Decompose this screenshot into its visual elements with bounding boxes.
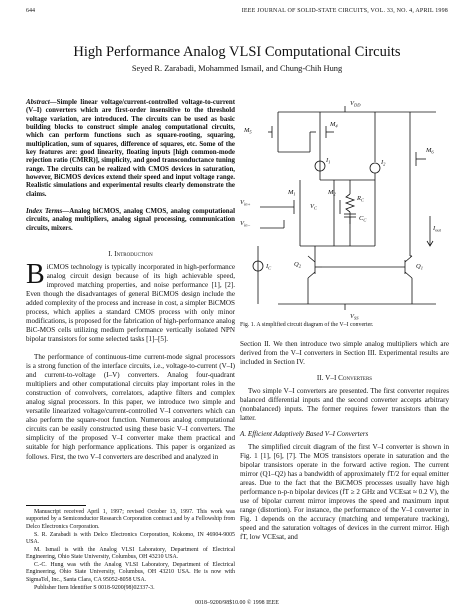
section2-paragraph: Two simple V–I converters are presented. The first converter requires balanced differential inputs and the second converter accepts arbitrary (nonbalanced) inputs. The former requires fewer transistors than the latter. (240, 387, 449, 423)
footnote-rule (26, 505, 86, 506)
m1-label: $M_1$ (288, 189, 296, 197)
vss-label: $V_{SS}$ (350, 313, 359, 320)
rc-label: $R_C$ (357, 195, 364, 203)
m2-label: $M_2$ (328, 189, 336, 197)
footnote-hung: C.-C. Hung was with the Analog VLSI Laboratory, Department of Electrical Engineering, Ohio State University, Columbus, OH 43210 USA. He is now with SigmaTel, Inc., Santa Clara, CA 95052-8058 USA. (26, 562, 235, 583)
right-intro-paragraph: Section II. We then introduce two simple analog multipliers which are derived from the V–I converters in Section III. Experimental results are included in Section IV. (240, 340, 449, 367)
intro-paragraph-1-text: iCMOS technology is typically incorporated in high-performance analog circuit design because of its high achievable speed, improved matching properties, and noise performance [1], [2]. Even though the disadvantages of general BiCMOS design include the added complexity of the process and increase in cost, a simpler BiCMOS process, which applies a standard CMOS process with only minor modifications, is proposed for the fabrication of high-performance analog BiC-MOS cells utilizing medium performance vertically isolated NPN bipolar transistors for some selected tasks [1]–[5]. (26, 263, 235, 344)
figure-caption: Fig. 1. A simplified circuit diagram of the V–I converter. (240, 322, 374, 328)
journal-header: IEEE JOURNAL OF SOLID-STATE CIRCUITS, VOL. 33, NO. 4, APRIL 1998 (241, 8, 448, 14)
index-terms-label: Index Terms— (26, 208, 70, 215)
paper-title: High Performance Analog VLSI Computational Circuits (73, 44, 401, 60)
page-number: 644 (26, 8, 35, 14)
q1-label: $Q_1$ (416, 263, 423, 271)
cc-label: $C_C$ (359, 215, 367, 223)
footnote-publisher-id: Publisher Item Identifier S 0018-9200(98)02337-3. (34, 585, 155, 591)
m5-label: $M_5$ (244, 127, 252, 135)
m4-label: $M_4$ (330, 121, 338, 129)
running-header (26, 8, 448, 18)
footnote-zarabadi: S. R. Zarabadi is with Delco Electronics Corporation, Kokomo, IN 46904-9005 USA. (26, 532, 235, 546)
index-terms-text: Analog biCMOS, analog CMOS, analog computational circuits, analog multipliers, analog signal processing, communication circuits, mixers. (26, 208, 235, 232)
m6-label: $M_6$ (426, 147, 434, 155)
abstract-label: Abstract— (26, 99, 57, 106)
vc-label: $V_C$ (310, 203, 317, 211)
iout-label: $I_{out}$ (433, 225, 441, 233)
intro-paragraph-2: The performance of continuous-time current-mode signal processors is a strong function of the interface circuits, i.e., voltage-to-current (V–I) and current-to-voltage (I–V) converters. Analog four-quadrant multipliers and other computational circuits play important roles in the construction of convolvers, correlators, adaptive filters and complex analog signal processors. In this paper, we introduce two simple and versatile linearized voltage/current-controlled V–I converters which can also perform the square-root function. Numerous analog computational circuits can be easily constructed using these basic V–I converters. The simplicity of the proposed V–I converter make them practical and suitable for high performance applications. This paper is organized as follows. First, the two V–I converters are described and analyzed in (26, 353, 235, 461)
author-list: Seyed R. Zarabadi, Mohammed Ismail, and Chung-Chih Hung (131, 64, 343, 73)
copyright-footer: 0018–9200/98$10.00 © 1998 IEEE (195, 600, 279, 606)
abstract-text: Simple linear voltage/current-controlled voltage-to-current (V–I) converters which are first-order insensitive to the threshold voltage variation, are introduced. The circuits can be used as basic building blocks to construct simple analog computational circuits, which can perform functions such as square-rooting, squaring, multiplication, sum of squares, difference of squares, etc. Some of the key features are: good linearity, floating inputs [high common-mode rejection ratio (CMRR)], simplicity, and good transconductance tuning range. The circuits can be realized with CMOS devices in saturation, however, BiCMOS devices extend their speed and input voltage range. Realistic simulations and experimental results clearly demonstrate the claims. (26, 99, 235, 198)
subsection-heading: A. Efficient Adaptively Based V–I Converters (240, 430, 369, 438)
circuit-diagram (240, 96, 449, 320)
i2-label: $I_2$ (381, 159, 386, 167)
i1-label: $I_1$ (326, 157, 331, 165)
ic-label: $I_C$ (266, 263, 272, 271)
section-heading-vi-converters: II. V–I Converters (316, 374, 373, 382)
vinn-label: $V_{in-}$ (240, 220, 251, 228)
abstract (26, 99, 235, 199)
section-heading-introduction: I. Introduction (108, 250, 153, 258)
vdd-label: $V_{DD}$ (350, 100, 361, 108)
footnote-ismail: M. Ismail is with the Analog VLSI Laboratory, Department of Electrical Engineering, Ohio State University, Columbus, OH 43210 USA. (26, 547, 235, 561)
q2-label: $Q_2$ (294, 261, 301, 269)
footnote-manuscript: Manuscript received April 1, 1997; revised October 13, 1997. This work was supported by a Semiconductor Research Corporation contract and by a Fellowship from Delco Electronics Corporation. (26, 509, 235, 530)
subsection-paragraph: The simplified circuit diagram of the first V–I converter is shown in Fig. 1 [1], [6], [7]. The MOS transistors operate in saturation and the bipolar transistors operate in the forward active region. The current mirror (Q1–Q2) has a bandwidth of approximately fT/2 for equal emitter areas. Due to the fact that the BiCMOS processes usually have high performance n-p-n bipolar devices (fT ≥ 2 GHz and VCEsat ≈ 0.2 V), the use of bipolar current mirror improves the speed and maximum input range (distortion). For instance, the performance of the V–I converter in Fig. 1 depends on the accuracy (matching and temperature tracking), speed and the saturation voltages of devices in the current mirror. High fT, low VCEsat, and (240, 443, 449, 542)
vinp-label: $V_{in+}$ (240, 199, 251, 207)
intro-paragraph-1 (26, 259, 235, 344)
index-terms (26, 208, 235, 233)
drop-cap: B (26, 259, 45, 290)
